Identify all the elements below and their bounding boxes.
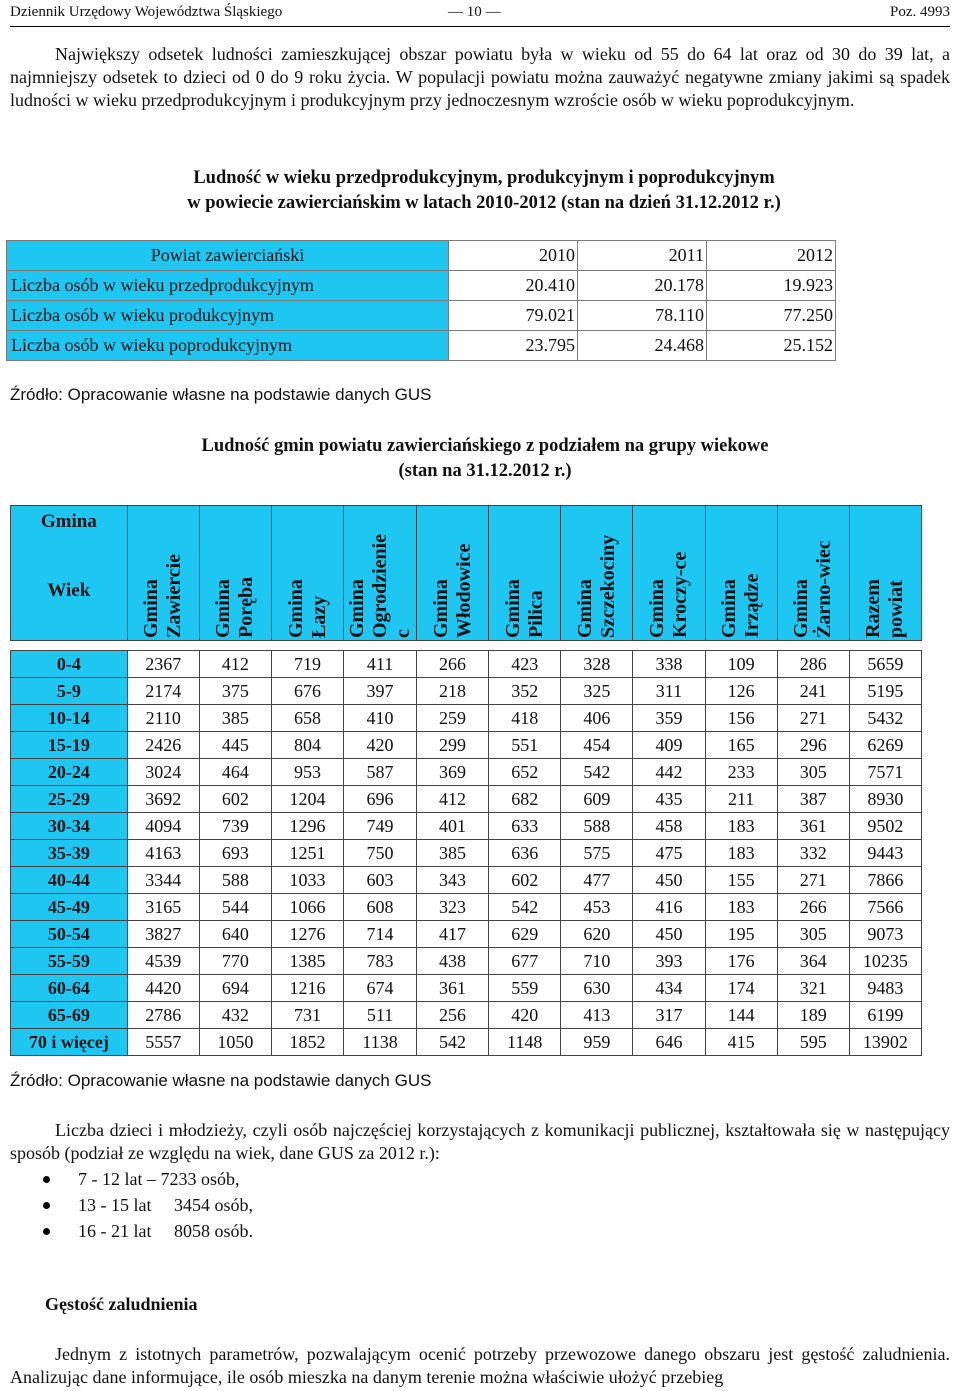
cell-value: 24.468 <box>578 331 707 361</box>
table-row <box>11 867 922 894</box>
cell-value: 435 <box>633 786 705 813</box>
cell-value: 183 <box>705 894 777 921</box>
cell-value: 218 <box>416 678 488 705</box>
cell-value: 144 <box>705 1002 777 1029</box>
cell-value: 77.250 <box>707 301 836 331</box>
cell-value: 450 <box>633 867 705 894</box>
cell-value: 2110 <box>127 705 199 732</box>
row-label: Liczba osób w wieku produkcyjnym <box>7 301 449 331</box>
cell-value: 176 <box>705 948 777 975</box>
cell-value: 652 <box>489 759 561 786</box>
total-cell: 6199 <box>849 1002 921 1029</box>
total-cell: 5659 <box>849 651 921 678</box>
cell-value: 640 <box>199 921 271 948</box>
table-row <box>11 759 922 786</box>
cell-value: 442 <box>633 759 705 786</box>
cell-value: 413 <box>561 1002 633 1029</box>
cell-value: 602 <box>199 786 271 813</box>
age-group-label: 20-24 <box>11 759 128 786</box>
cell-value: 682 <box>489 786 561 813</box>
table2-title <box>120 434 850 484</box>
table1-title-line2: w powiecie zawierciańskim w latach 2010-2012 (stan na dzień 31.12.2012 r.) <box>187 193 781 213</box>
cell-value: 1066 <box>271 894 343 921</box>
municipality-age-table <box>10 505 922 1056</box>
cell-value: 783 <box>344 948 417 975</box>
column-header: Gmina Pilica <box>489 506 561 641</box>
total-cell: 9483 <box>849 975 921 1002</box>
cell-value: 211 <box>705 786 777 813</box>
cell-value: 266 <box>777 894 849 921</box>
cell-value: 233 <box>705 759 777 786</box>
cell-value: 385 <box>199 705 271 732</box>
cell-value: 432 <box>199 1002 271 1029</box>
table1-header-year: 2011 <box>578 241 707 271</box>
cell-value: 259 <box>416 705 488 732</box>
total-cell: 13902 <box>849 1029 921 1056</box>
cell-value: 542 <box>489 894 561 921</box>
cell-value: 1033 <box>271 867 343 894</box>
column-header: Gmina Ogrodzienie c <box>344 506 417 641</box>
cell-value: 174 <box>705 975 777 1002</box>
cell-value: 418 <box>489 705 561 732</box>
column-header: Gmina Włodowice <box>416 506 488 641</box>
cell-value: 804 <box>271 732 343 759</box>
cell-value: 266 <box>416 651 488 678</box>
table-row <box>11 786 922 813</box>
cell-value: 325 <box>561 678 633 705</box>
age-group-label: 0-4 <box>11 651 128 678</box>
cell-value: 332 <box>777 840 849 867</box>
cell-value: 2786 <box>127 1002 199 1029</box>
cell-value: 271 <box>777 705 849 732</box>
cell-value: 423 <box>489 651 561 678</box>
column-header: Gmina Irządze <box>705 506 777 641</box>
list-item: 7 - 12 lat – 7233 osób, <box>10 1166 610 1192</box>
intro-paragraph: Największy odsetek ludności zamieszkującej obszar powiatu była w wieku od 55 do 64 lat oraz od 30 do 39 lat, a najmniejszy odsetek to dzieci od 0 do 9 roku życia. W populacji powiatu można zauważyć negatywne zmiany jakimi są spadek ludności w wieku przedprodukcyjnym i produkcyjnym przy jednoczesnym wzroście osób w wieku poprodukcyjnym. <box>10 44 950 110</box>
total-cell: 10235 <box>849 948 921 975</box>
age-group-label: 10-14 <box>11 705 128 732</box>
cell-value: 633 <box>489 813 561 840</box>
cell-value: 296 <box>777 732 849 759</box>
cell-value: 183 <box>705 840 777 867</box>
cell-value: 126 <box>705 678 777 705</box>
cell-value: 770 <box>199 948 271 975</box>
cell-value: 608 <box>344 894 417 921</box>
cell-value: 397 <box>344 678 417 705</box>
cell-value: 959 <box>561 1029 633 1056</box>
cell-value: 3024 <box>127 759 199 786</box>
cell-value: 3165 <box>127 894 199 921</box>
cell-value: 156 <box>705 705 777 732</box>
cell-value: 696 <box>344 786 417 813</box>
cell-value: 385 <box>416 840 488 867</box>
table-row <box>11 651 922 678</box>
cell-value: 420 <box>344 732 417 759</box>
cell-value: 393 <box>633 948 705 975</box>
total-cell: 7566 <box>849 894 921 921</box>
cell-value: 416 <box>633 894 705 921</box>
table-row <box>11 1029 922 1056</box>
cell-value: 411 <box>344 651 417 678</box>
cell-value: 359 <box>633 705 705 732</box>
cell-value: 369 <box>416 759 488 786</box>
age-group-label: 65-69 <box>11 1002 128 1029</box>
total-cell: 9443 <box>849 840 921 867</box>
cell-value: 646 <box>633 1029 705 1056</box>
total-cell: 8930 <box>849 786 921 813</box>
table-row <box>11 678 922 705</box>
position-number: Poz. 4993 <box>890 4 950 20</box>
cell-value: 475 <box>633 840 705 867</box>
cell-value: 731 <box>271 1002 343 1029</box>
cell-value: 271 <box>777 867 849 894</box>
corner-wiek-label: Wiek <box>47 580 91 601</box>
cell-value: 719 <box>271 651 343 678</box>
cell-value: 1385 <box>271 948 343 975</box>
table1-header-year: 2012 <box>707 241 836 271</box>
cell-value: 477 <box>561 867 633 894</box>
row-label: Liczba osób w wieku poprodukcyjnym <box>7 331 449 361</box>
list-item: 13 - 15 lat 3454 osób, <box>10 1192 610 1218</box>
cell-value: 454 <box>561 732 633 759</box>
cell-value: 609 <box>561 786 633 813</box>
cell-value: 361 <box>777 813 849 840</box>
cell-value: 588 <box>561 813 633 840</box>
cell-value: 1138 <box>344 1029 417 1056</box>
cell-value: 317 <box>633 1002 705 1029</box>
cell-value: 674 <box>344 975 417 1002</box>
cell-value: 20.178 <box>578 271 707 301</box>
age-group-label: 45-49 <box>11 894 128 921</box>
total-cell: 7866 <box>849 867 921 894</box>
age-group-label: 70 i więcej <box>11 1029 128 1056</box>
cell-value: 453 <box>561 894 633 921</box>
cell-value: 375 <box>199 678 271 705</box>
age-group-label: 5-9 <box>11 678 128 705</box>
density-heading: Gęstość zaludnienia <box>45 1294 198 1314</box>
total-cell: 9502 <box>849 813 921 840</box>
age-group-label: 30-34 <box>11 813 128 840</box>
cell-value: 542 <box>416 1029 488 1056</box>
cell-value: 195 <box>705 921 777 948</box>
cell-value: 602 <box>489 867 561 894</box>
cell-value: 241 <box>777 678 849 705</box>
cell-value: 4539 <box>127 948 199 975</box>
cell-value: 749 <box>344 813 417 840</box>
cell-value: 3344 <box>127 867 199 894</box>
page-number: — 10 — <box>448 4 501 20</box>
cell-value: 2426 <box>127 732 199 759</box>
cell-value: 694 <box>199 975 271 1002</box>
cell-value: 25.152 <box>707 331 836 361</box>
total-cell: 5195 <box>849 678 921 705</box>
cell-value: 434 <box>633 975 705 1002</box>
cell-value: 3692 <box>127 786 199 813</box>
cell-value: 629 <box>489 921 561 948</box>
cell-value: 321 <box>777 975 849 1002</box>
cell-value: 79.021 <box>449 301 578 331</box>
cell-value: 338 <box>633 651 705 678</box>
cell-value: 676 <box>271 678 343 705</box>
table1-source: Źródło: Opracowanie własne na podstawie danych GUS <box>10 385 432 404</box>
column-header: Gmina Poręba <box>199 506 271 641</box>
cell-value: 658 <box>271 705 343 732</box>
corner-gmina-label: Gmina <box>40 511 97 532</box>
cell-value: 1204 <box>271 786 343 813</box>
cell-value: 78.110 <box>578 301 707 331</box>
cell-value: 438 <box>416 948 488 975</box>
cell-value: 1852 <box>271 1029 343 1056</box>
youth-list <box>10 1166 610 1244</box>
cell-value: 603 <box>344 867 417 894</box>
cell-value: 1296 <box>271 813 343 840</box>
table2-title-line2: (stan na 31.12.2012 r.) <box>398 461 572 481</box>
table1-title <box>0 166 960 216</box>
table-row <box>11 1002 922 1029</box>
table-row <box>11 705 922 732</box>
cell-value: 299 <box>416 732 488 759</box>
column-header: Gmina Żarno-wiec <box>777 506 849 641</box>
cell-value: 305 <box>777 759 849 786</box>
cell-value: 714 <box>344 921 417 948</box>
cell-value: 5557 <box>127 1029 199 1056</box>
cell-value: 364 <box>777 948 849 975</box>
cell-value: 1050 <box>199 1029 271 1056</box>
cell-value: 165 <box>705 732 777 759</box>
cell-value: 1148 <box>489 1029 561 1056</box>
cell-value: 406 <box>561 705 633 732</box>
cell-value: 387 <box>777 786 849 813</box>
cell-value: 588 <box>199 867 271 894</box>
cell-value: 595 <box>777 1029 849 1056</box>
table1-header-year: 2010 <box>449 241 578 271</box>
cell-value: 2367 <box>127 651 199 678</box>
cell-value: 286 <box>777 651 849 678</box>
table-row <box>7 331 836 361</box>
age-group-label: 40-44 <box>11 867 128 894</box>
cell-value: 256 <box>416 1002 488 1029</box>
cell-value: 450 <box>633 921 705 948</box>
table-row <box>11 921 922 948</box>
age-group-label: 60-64 <box>11 975 128 1002</box>
cell-value: 361 <box>416 975 488 1002</box>
table2-title-line1: Ludność gmin powiatu zawierciańskiego z podziałem na grupy wiekowe <box>201 436 769 456</box>
cell-value: 343 <box>416 867 488 894</box>
age-group-label: 55-59 <box>11 948 128 975</box>
cell-value: 464 <box>199 759 271 786</box>
cell-value: 551 <box>489 732 561 759</box>
table1-title-line1: Ludność w wieku przedprodukcyjnym, produkcyjnym i poprodukcyjnym <box>193 168 775 188</box>
table2-source: Źródło: Opracowanie własne na podstawie danych GUS <box>10 1071 432 1090</box>
cell-value: 953 <box>271 759 343 786</box>
age-group-label: 35-39 <box>11 840 128 867</box>
table2-header-row <box>11 506 922 641</box>
table2-corner <box>11 506 128 641</box>
table-row <box>7 301 836 331</box>
table-row <box>11 732 922 759</box>
row-label: Liczba osób w wieku przedprodukcyjnym <box>7 271 449 301</box>
cell-value: 420 <box>489 1002 561 1029</box>
cell-value: 620 <box>561 921 633 948</box>
cell-value: 559 <box>489 975 561 1002</box>
table-row <box>11 948 922 975</box>
cell-value: 4094 <box>127 813 199 840</box>
cell-value: 311 <box>633 678 705 705</box>
cell-value: 183 <box>705 813 777 840</box>
cell-value: 23.795 <box>449 331 578 361</box>
table1-header-row <box>7 241 836 271</box>
cell-value: 1276 <box>271 921 343 948</box>
column-header: Gmina Szczekociny <box>561 506 633 641</box>
cell-value: 410 <box>344 705 417 732</box>
cell-value: 2174 <box>127 678 199 705</box>
table-row <box>11 840 922 867</box>
cell-value: 412 <box>199 651 271 678</box>
cell-value: 415 <box>705 1029 777 1056</box>
journal-name: Dziennik Urzędowy Województwa Śląskiego <box>10 4 283 20</box>
cell-value: 412 <box>416 786 488 813</box>
cell-value: 352 <box>489 678 561 705</box>
age-structure-table <box>6 240 836 361</box>
cell-value: 409 <box>633 732 705 759</box>
cell-value: 710 <box>561 948 633 975</box>
cell-value: 4163 <box>127 840 199 867</box>
table2-body <box>11 641 922 1056</box>
table-row <box>11 813 922 840</box>
age-group-label: 50-54 <box>11 921 128 948</box>
cell-value: 155 <box>705 867 777 894</box>
cell-value: 693 <box>199 840 271 867</box>
table2-spacer <box>11 641 922 651</box>
cell-value: 636 <box>489 840 561 867</box>
cell-value: 458 <box>633 813 705 840</box>
total-cell: 9073 <box>849 921 921 948</box>
cell-value: 305 <box>777 921 849 948</box>
cell-value: 511 <box>344 1002 417 1029</box>
cell-value: 1216 <box>271 975 343 1002</box>
cell-value: 4420 <box>127 975 199 1002</box>
cell-value: 323 <box>416 894 488 921</box>
youth-paragraph: Liczba dzieci i młodzieży, czyli osób najczęściej korzystających z komunikacji publicznej, kształtowała się w następujący sposób (podział ze względu na wiek, dane GUS za 2012 r.): <box>10 1120 950 1163</box>
total-cell: 5432 <box>849 705 921 732</box>
cell-value: 750 <box>344 840 417 867</box>
table-row <box>11 894 922 921</box>
table1-header-label: Powiat zawierciański <box>7 241 449 271</box>
cell-value: 587 <box>344 759 417 786</box>
cell-value: 20.410 <box>449 271 578 301</box>
cell-value: 544 <box>199 894 271 921</box>
cell-value: 19.923 <box>707 271 836 301</box>
cell-value: 189 <box>777 1002 849 1029</box>
cell-value: 630 <box>561 975 633 1002</box>
column-header: Gmina Kroczy-ce <box>633 506 705 641</box>
cell-value: 542 <box>561 759 633 786</box>
column-header: Gmina Zawiercie <box>127 506 199 641</box>
list-item: 16 - 21 lat 8058 osób. <box>10 1218 610 1244</box>
total-cell: 6269 <box>849 732 921 759</box>
age-group-label: 15-19 <box>11 732 128 759</box>
cell-value: 739 <box>199 813 271 840</box>
cell-value: 109 <box>705 651 777 678</box>
column-header: Razem powiat <box>849 506 921 641</box>
cell-value: 3827 <box>127 921 199 948</box>
table-row <box>11 975 922 1002</box>
cell-value: 677 <box>489 948 561 975</box>
cell-value: 328 <box>561 651 633 678</box>
age-group-label: 25-29 <box>11 786 128 813</box>
cell-value: 417 <box>416 921 488 948</box>
cell-value: 575 <box>561 840 633 867</box>
column-header: Gmina Łazy <box>271 506 343 641</box>
total-cell: 7571 <box>849 759 921 786</box>
page-header <box>10 0 950 27</box>
cell-value: 401 <box>416 813 488 840</box>
cell-value: 445 <box>199 732 271 759</box>
table-row <box>7 271 836 301</box>
cell-value: 1251 <box>271 840 343 867</box>
density-paragraph: Jednym z istotnych parametrów, pozwalającym ocenić potrzeby przewozowe danego obszaru jest gęstość zaludnienia. Analizując dane informujące, ile osób mieszka na danym terenie można właściwie ułożyć przebieg <box>10 1344 950 1387</box>
